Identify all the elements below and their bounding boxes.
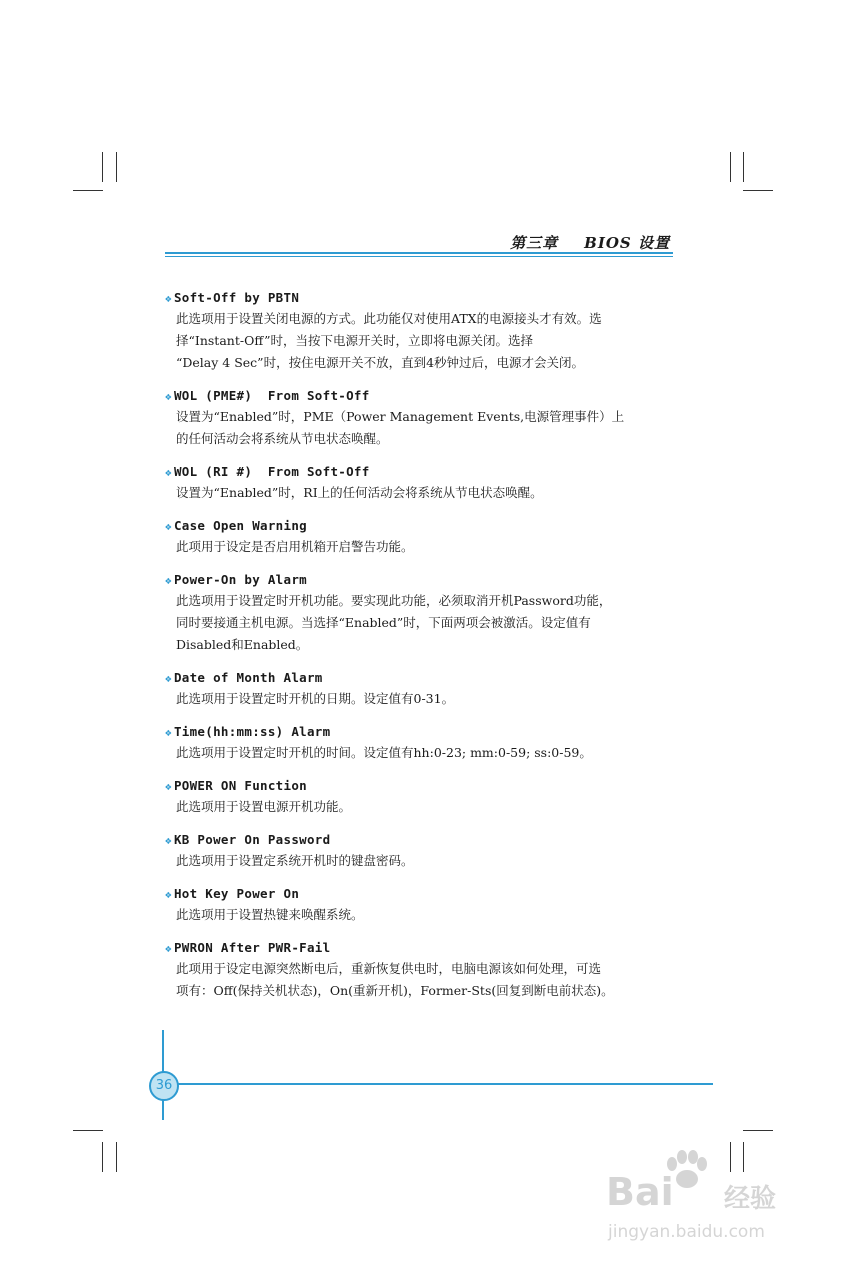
crop-mark [102,152,103,182]
baidu-watermark [606,1150,796,1250]
chapter-title: BIOS 设置 [584,234,670,252]
option-description [165,796,677,818]
crop-mark [743,190,773,191]
chapter-header [510,232,670,253]
crop-mark [743,152,744,182]
option-title: Date of Month Alarm [173,670,323,685]
desc-line: 此项用于设定是否启用机箱开启警告功能。 [176,539,414,554]
option-power-on-by-alarm [165,571,677,656]
desc-line: 此选项用于设置定时开机功能。要实现此功能，必须取消开机Password功能， [176,593,612,608]
option-description [165,482,677,504]
option-title: PWRON After PWR-Fail [173,940,331,955]
desc-line: Disabled和Enabled。 [176,637,309,652]
desc-line: 择“Instant-Off”时，当按下电源开关时，立即将电源关闭。选择 [176,333,534,348]
desc-line: 项有：Off(保持关机状态)，On(重新开机)，Former-Sts(回复到断电前状态)。 [176,983,614,998]
diamond-bullet-icon: ❖ [165,520,172,533]
desc-line: 此选项用于设置定时开机的时间。设定值有hh:0-23; mm:0-59; ss:0-59。 [176,745,592,760]
option-date-of-month-alarm [165,669,677,710]
diamond-bullet-icon: ❖ [165,390,172,403]
desc-line: 此选项用于设置电源开机功能。 [176,799,352,814]
option-kb-power-on-password [165,831,677,872]
desc-line: “Delay 4 Sec”时，按住电源开关不放，直到4秒钟过后，电源才会关闭。 [176,355,585,370]
option-title: Soft-Off by PBTN [173,290,300,305]
option-pwron-after-pwr-fail [165,939,677,1002]
desc-line: 同时要接通主机电源。当选择“Enabled”时，下面两项会被激活。设定值有 [176,615,591,630]
diamond-bullet-icon: ❖ [165,888,172,901]
option-title: POWER ON Function [173,778,307,793]
option-description [165,742,677,764]
chapter-number: 第三章 [510,234,559,252]
option-title: Case Open Warning [173,518,307,533]
diamond-bullet-icon: ❖ [165,292,172,305]
crop-mark [116,152,117,182]
option-title: WOL (RI #) From Soft-Off [173,464,370,479]
diamond-bullet-icon: ❖ [165,726,172,739]
diamond-bullet-icon: ❖ [165,574,172,587]
desc-line: 设置为“Enabled”时，PME（Power Management Events,电源管理事件）上 [176,409,625,424]
option-description [165,406,677,450]
option-title: Hot Key Power On [173,886,300,901]
option-case-open-warning [165,517,677,558]
desc-line: 此项用于设定电源突然断电后，重新恢复供电时，电脑电源该如何处理，可选 [176,961,602,976]
header-rule [165,252,673,254]
crop-mark [116,1142,117,1172]
diamond-bullet-icon: ❖ [165,834,172,847]
option-description [165,958,677,1002]
diamond-bullet-icon: ❖ [165,780,172,793]
option-wol-ri [165,463,677,504]
option-description [165,308,677,374]
crop-mark [73,190,103,191]
diamond-bullet-icon: ❖ [165,942,172,955]
watermark-brand-cn: 经验 [724,1184,777,1214]
crop-mark [743,1130,773,1131]
page-number: 36 [149,1071,179,1101]
option-wol-pme [165,387,677,450]
desc-line: 此选项用于设置热键来唤醒系统。 [176,907,364,922]
desc-line: 设置为“Enabled”时，RI上的任何活动会将系统从节电状态唤醒。 [176,485,543,500]
option-title: KB Power On Password [173,832,331,847]
header-rule-thin [165,256,673,257]
page-content [165,289,677,1015]
desc-line: 此选项用于设置关闭电源的方式。此功能仅对使用ATX的电源接头才有效。选 [176,311,602,326]
watermark-brand: Bai [606,1170,674,1214]
desc-line: 的任何活动会将系统从节电状态唤醒。 [176,431,389,446]
option-soft-off-by-pbtn [165,289,677,374]
option-description [165,850,677,872]
option-time-alarm [165,723,677,764]
option-title: Time(hh:mm:ss) Alarm [173,724,331,739]
option-title: Power-On by Alarm [173,572,307,587]
option-power-on-function [165,777,677,818]
diamond-bullet-icon: ❖ [165,672,172,685]
option-description [165,904,677,926]
desc-line: 此选项用于设置定时开机的日期。设定值有0-31。 [176,691,455,706]
crop-mark [102,1142,103,1172]
diamond-bullet-icon: ❖ [165,466,172,479]
crop-mark [73,1130,103,1131]
crop-mark [730,152,731,182]
option-title: WOL (PME#) From Soft-Off [173,388,370,403]
option-hot-key-power-on [165,885,677,926]
option-description [165,590,677,656]
option-description [165,688,677,710]
desc-line: 此选项用于设置定系统开机时的键盘密码。 [176,853,414,868]
footer-horizontal-rule [150,1083,713,1085]
watermark-url: jingyan.baidu.com [608,1222,765,1242]
option-description [165,536,677,558]
